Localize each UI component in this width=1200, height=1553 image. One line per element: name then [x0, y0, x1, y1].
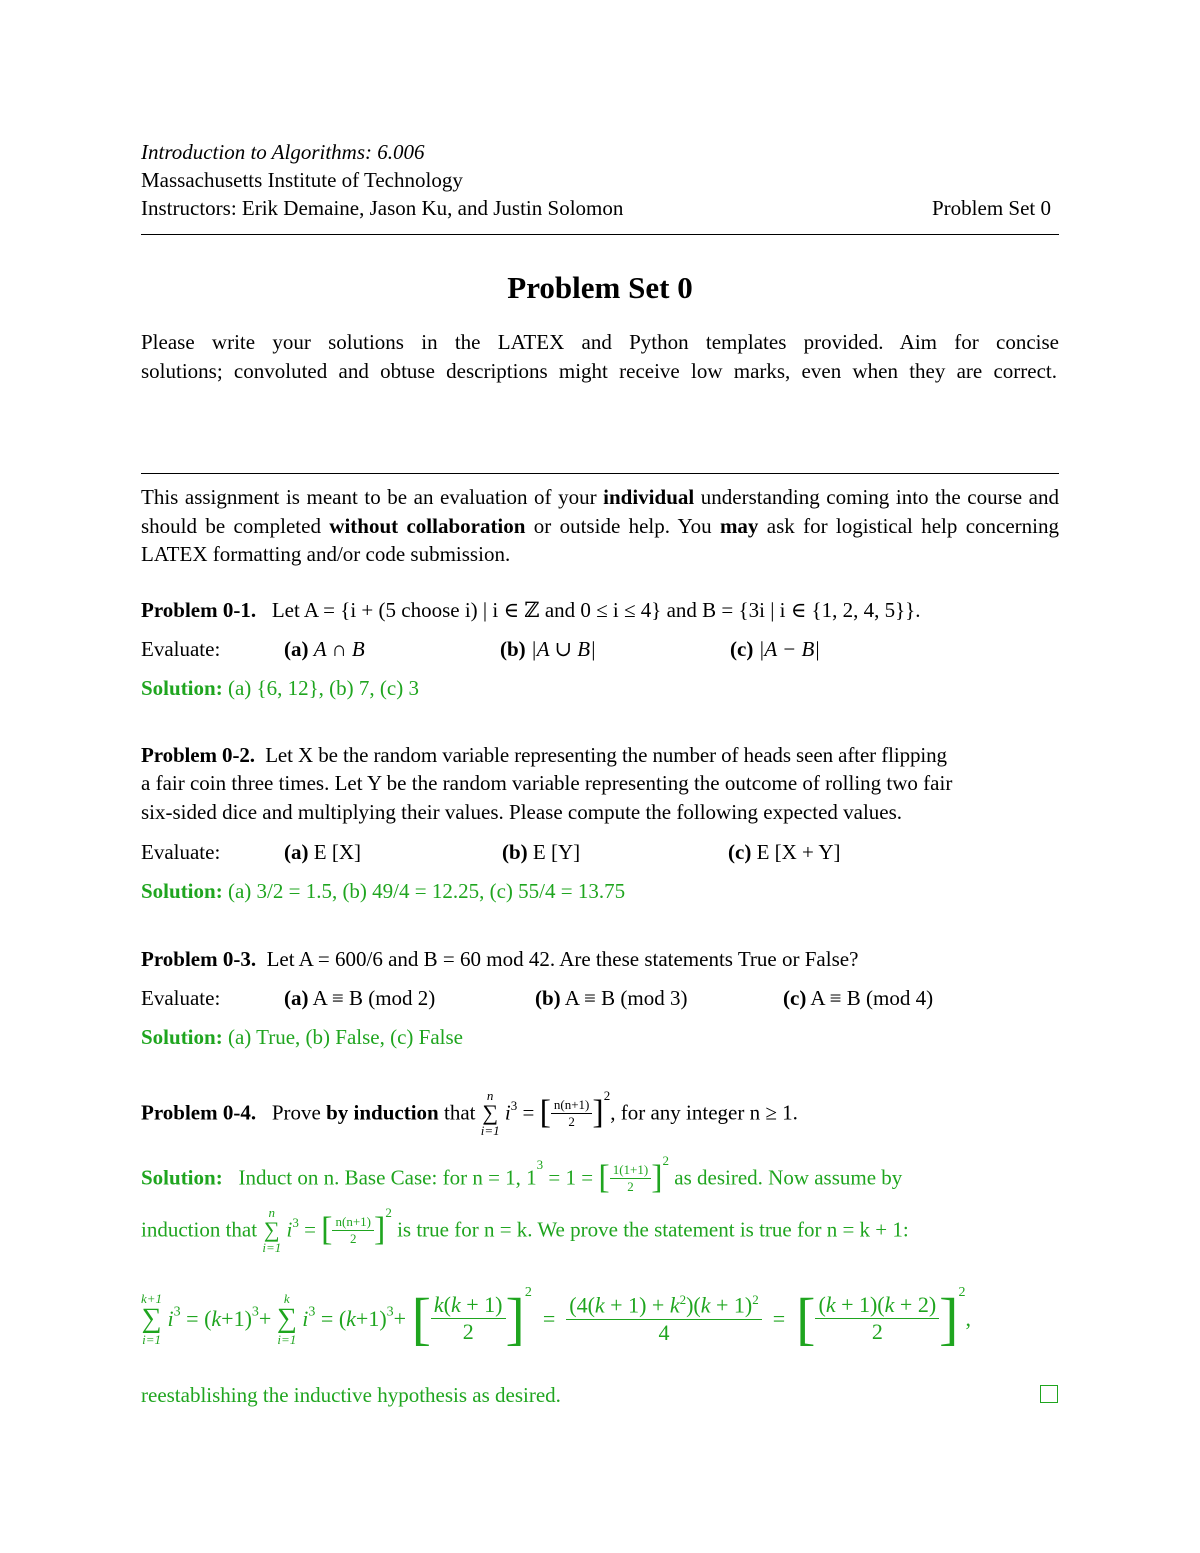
problem-0-3-solution: Solution: (a) True, (b) False, (c) False	[141, 1025, 463, 1049]
problem-label: Problem 0-1.	[141, 598, 257, 622]
problem-label: Problem 0-3.	[141, 947, 257, 971]
problem-0-3-statement: Problem 0-3. Let A = 600/6 and B = 60 mod 42. Are these statements True or False?	[141, 947, 859, 971]
fraction: $\frac{k(k + 1)}{2}$	[431, 1292, 506, 1345]
fraction: $\frac{n(n+1)}{2}$	[332, 1214, 374, 1247]
problem-0-4-solution-line-2: induction that n ∑ i=1 $i^3$ = [ $\frac{n(n+1)}{2}$ ]$^2$ is true for n = k. We prove the statement is true for n = k + 1:	[141, 1205, 909, 1256]
sum-symbol: k+1 ∑ i=1	[141, 1290, 163, 1347]
page-title: Problem Set 0	[507, 270, 693, 305]
problem-0-4-statement: Problem 0-4. Prove by induction that n ∑ i=1 $i^3$ = [ $\frac{n(n+1)}{2}$ ]$^2$, for any integer n ≥ 1.	[141, 1088, 798, 1139]
emph-individual: individual	[603, 485, 695, 509]
course-title: Introduction to Algorithms: 6.006	[141, 140, 425, 164]
header-pset: Problem Set 0	[932, 196, 1051, 220]
part-a: (a) A ≡ B (mod 2)	[284, 986, 436, 1010]
fraction: $\frac{(4(k + 1) + k^2)(k + 1)^2}{4}$	[566, 1292, 761, 1345]
emph-may: may	[719, 513, 759, 538]
institute-name: Massachusetts Institute of Technology	[141, 168, 463, 192]
problem-0-2-line-1: Problem 0-2. Let X be the random variable representing the number of heads seen after flipping	[141, 743, 947, 767]
problem-label: Problem 0-4.	[141, 1100, 257, 1125]
instructors: Instructors: Erik Demaine, Jason Ku, and Justin Solomon	[141, 196, 624, 220]
problem-0-2-solution: Solution: (a) 3/2 = 1.5, (b) 49/4 = 12.25, (c) 55/4 = 13.75	[141, 879, 626, 903]
header-rule	[141, 234, 1059, 235]
part-c: (c) A ≡ B (mod 4)	[783, 986, 934, 1010]
part-a: (a) E [X]	[284, 840, 361, 864]
problem-0-1-solution: Solution: (a) {6, 12}, (b) 7, (c) 3	[141, 676, 419, 700]
fraction: $\frac{n(n+1)}{2}$	[551, 1097, 593, 1130]
section-rule	[141, 473, 1059, 474]
part-b: (b) A ≡ B (mod 3)	[535, 986, 688, 1010]
part-b: (b) E [Y]	[502, 840, 581, 864]
notice-paragraph: This assignment is meant to be an evaluation of your individual understanding coming into the course and should be completed without collaboration or outside help. You may ask for logistical help concerning LATEX formatting and/or code submission.	[141, 485, 1059, 566]
sum-symbol: n ∑ i=1	[480, 1088, 500, 1139]
emph-without-collaboration: without collaboration	[329, 513, 526, 538]
sum-symbol: k ∑ i=1	[276, 1290, 297, 1347]
problem-0-2-line-2: a fair coin three times. Let Y be the random variable representing the outcome of rolling two fair	[141, 771, 953, 795]
problem-text: Let A = {i + (5 choose i) | i ∈ ℤ and 0 ≤ i ≤ 4} and B = {3i | i ∈ {1, 2, 4, 5}}.	[271, 598, 921, 622]
sum-symbol: n ∑ i=1	[262, 1205, 282, 1256]
part-b: (b) |A ∪ B|	[500, 637, 596, 661]
induction-equation: k+1 ∑ i=1 $i^3 = (k+1)^3+$ k ∑ i=1 $i^3 = (k+1)^3+$ [ $\frac{k(k + 1)}{2}$ ]$^2$ = $\frac{(4(k + 1) + k^2)(k + 1)^2}{4}$ = [ $\frac{(k + 1)(k + 2)}{2}$ ]$^2$,	[141, 1285, 971, 1352]
problem-0-2-evaluate: Evaluate:	[141, 840, 221, 864]
problem-0-3-evaluate: Evaluate:	[141, 986, 221, 1010]
qed-square-icon	[1040, 1385, 1058, 1403]
fraction: $\frac{(k + 1)(k + 2)}{2}$	[815, 1292, 939, 1345]
closing-line: reestablishing the inductive hypothesis as desired.	[141, 1383, 561, 1407]
part-a: (a) A ∩ B	[284, 637, 365, 661]
problem-0-4-solution-line-1: Solution: Induct on n. Base Case: for n = 1, $1^3 = 1$ = [ $\frac{1(1+1)}{2}$ ]$^2$ as desired. Now assume by	[141, 1153, 903, 1197]
problem-0-1-evaluate: Evaluate:	[141, 637, 221, 661]
problem-0-2-line-3: six-sided dice and multiplying their values. Please compute the following expected values.	[141, 800, 903, 824]
intro-paragraph: Please write your solutions in the LATEX and Python templates provided. Aim for concise solutions; convoluted and obtuse descriptions might receive low marks, even when they are correct.	[141, 330, 1059, 383]
fraction: $\frac{1(1+1)}{2}$	[610, 1162, 652, 1195]
part-c: (c) E [X + Y]	[728, 840, 841, 864]
problem-label: Problem 0-2.	[141, 743, 255, 767]
problem-0-1-statement	[141, 598, 921, 623]
part-c: (c) |A − B|	[730, 637, 821, 661]
